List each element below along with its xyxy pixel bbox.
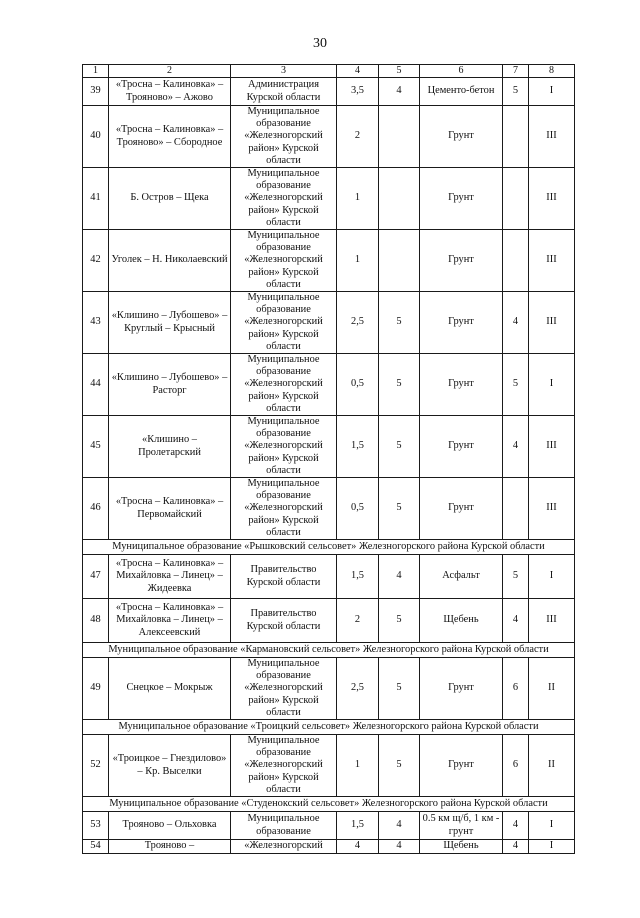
road-name: Снецкое – Мокрыж bbox=[109, 658, 231, 720]
road-name: «Клишино – Лубошево» – Круглый – Крысный bbox=[109, 292, 231, 354]
owner: Муниципальное образование bbox=[231, 812, 337, 840]
table-row bbox=[83, 230, 575, 292]
length-km: 1,5 bbox=[337, 416, 379, 478]
length-km: 4 bbox=[337, 840, 379, 854]
row-number: 40 bbox=[83, 106, 109, 168]
owner: «Железногорский bbox=[231, 840, 337, 854]
col-5-value: 4 bbox=[379, 812, 420, 840]
col-7-value: 4 bbox=[503, 599, 529, 643]
table-row bbox=[83, 292, 575, 354]
table-row bbox=[83, 478, 575, 540]
row-number: 43 bbox=[83, 292, 109, 354]
col-5-value: 5 bbox=[379, 416, 420, 478]
page-number: 30 bbox=[313, 36, 327, 51]
col-5-value bbox=[379, 168, 420, 230]
road-name: Уголек – Н. Николаевский bbox=[109, 230, 231, 292]
section-title: Муниципальное образование «Троицкий сельсовет» Железногорского района Курской области bbox=[83, 720, 575, 735]
category: II bbox=[529, 658, 575, 720]
col-7-value bbox=[503, 478, 529, 540]
category: I bbox=[529, 840, 575, 854]
road-name: «Троицкое – Гнездилово» – Кр. Выселки bbox=[109, 735, 231, 797]
col-7-value bbox=[503, 230, 529, 292]
surface-type: Цементо-бетон bbox=[420, 78, 503, 106]
length-km: 1,5 bbox=[337, 555, 379, 599]
owner: Муниципальное образование «Железногорский район» Курской области bbox=[231, 292, 337, 354]
table-row bbox=[83, 78, 575, 106]
section-header-row bbox=[83, 643, 575, 658]
row-number: 52 bbox=[83, 735, 109, 797]
owner: Муниципальное образование «Железногорский район» Курской области bbox=[231, 106, 337, 168]
row-number: 41 bbox=[83, 168, 109, 230]
col-7-value: 4 bbox=[503, 416, 529, 478]
length-km: 2 bbox=[337, 106, 379, 168]
table-row bbox=[83, 416, 575, 478]
table-row bbox=[83, 735, 575, 797]
surface-type: Грунт bbox=[420, 106, 503, 168]
col-7-value: 5 bbox=[503, 555, 529, 599]
col-7-value: 6 bbox=[503, 658, 529, 720]
section-header-row bbox=[83, 720, 575, 735]
col-7-value: 4 bbox=[503, 840, 529, 854]
table-row bbox=[83, 168, 575, 230]
owner: Правительство Курской области bbox=[231, 555, 337, 599]
row-number: 39 bbox=[83, 78, 109, 106]
col-5-value bbox=[379, 106, 420, 168]
row-number: 45 bbox=[83, 416, 109, 478]
row-number: 44 bbox=[83, 354, 109, 416]
road-name: Трояново – Ольховка bbox=[109, 812, 231, 840]
section-title: Муниципальное образование «Кармановский сельсовет» Железногорского района Курской области bbox=[83, 643, 575, 658]
col-5-value: 5 bbox=[379, 599, 420, 643]
table-row bbox=[83, 106, 575, 168]
col-5-value bbox=[379, 230, 420, 292]
length-km: 2,5 bbox=[337, 658, 379, 720]
owner: Муниципальное образование «Железногорский район» Курской области bbox=[231, 735, 337, 797]
surface-type: Грунт bbox=[420, 478, 503, 540]
row-number: 54 bbox=[83, 840, 109, 854]
table-row bbox=[83, 354, 575, 416]
length-km: 1 bbox=[337, 168, 379, 230]
road-name: «Клишино – Лубошево» – Расторг bbox=[109, 354, 231, 416]
category: I bbox=[529, 354, 575, 416]
table-row bbox=[83, 840, 575, 854]
col-5-value: 4 bbox=[379, 78, 420, 106]
length-km: 3,5 bbox=[337, 78, 379, 106]
column-header: 5 bbox=[379, 65, 420, 78]
table-row bbox=[83, 658, 575, 720]
road-name: «Тросна – Калиновка» – Михайловка – Линец» – Жидеевка bbox=[109, 555, 231, 599]
length-km: 0,5 bbox=[337, 478, 379, 540]
category: III bbox=[529, 416, 575, 478]
surface-type: Щебень bbox=[420, 599, 503, 643]
surface-type: Грунт bbox=[420, 168, 503, 230]
owner: Администрация Курской области bbox=[231, 78, 337, 106]
category: III bbox=[529, 230, 575, 292]
surface-type: Щебень bbox=[420, 840, 503, 854]
row-number: 49 bbox=[83, 658, 109, 720]
row-number: 46 bbox=[83, 478, 109, 540]
surface-type: Грунт bbox=[420, 292, 503, 354]
surface-type: Грунт bbox=[420, 230, 503, 292]
column-header: 8 bbox=[529, 65, 575, 78]
section-header-row bbox=[83, 797, 575, 812]
road-name: «Клишино – Пролетарский bbox=[109, 416, 231, 478]
length-km: 2 bbox=[337, 599, 379, 643]
category: II bbox=[529, 735, 575, 797]
road-name: «Тросна – Калиновка» – Первомайский bbox=[109, 478, 231, 540]
table-row bbox=[83, 812, 575, 840]
col-5-value: 5 bbox=[379, 292, 420, 354]
col-7-value: 4 bbox=[503, 292, 529, 354]
col-7-value: 4 bbox=[503, 812, 529, 840]
section-title: Муниципальное образование «Рышковский сельсовет» Железногорского района Курской области bbox=[83, 540, 575, 555]
surface-type: Грунт bbox=[420, 354, 503, 416]
length-km: 1 bbox=[337, 230, 379, 292]
owner: Муниципальное образование «Железногорский район» Курской области bbox=[231, 478, 337, 540]
table-row bbox=[83, 555, 575, 599]
table-row bbox=[83, 599, 575, 643]
header-row bbox=[83, 65, 575, 78]
col-7-value: 5 bbox=[503, 354, 529, 416]
surface-type: Грунт bbox=[420, 416, 503, 478]
owner: Муниципальное образование «Железногорский район» Курской области bbox=[231, 230, 337, 292]
category: III bbox=[529, 168, 575, 230]
surface-type: 0.5 км щ/б, 1 км - грунт bbox=[420, 812, 503, 840]
road-name: «Тросна – Калиновка» – Михайловка – Линец» – Алексеевский bbox=[109, 599, 231, 643]
category: III bbox=[529, 599, 575, 643]
category: I bbox=[529, 812, 575, 840]
category: I bbox=[529, 78, 575, 106]
owner: Правительство Курской области bbox=[231, 599, 337, 643]
column-header: 4 bbox=[337, 65, 379, 78]
owner: Муниципальное образование «Железногорский район» Курской области bbox=[231, 658, 337, 720]
column-header: 7 bbox=[503, 65, 529, 78]
col-5-value: 5 bbox=[379, 354, 420, 416]
length-km: 1,5 bbox=[337, 812, 379, 840]
section-header-row bbox=[83, 540, 575, 555]
category: I bbox=[529, 555, 575, 599]
road-name: Трояново – bbox=[109, 840, 231, 854]
length-km: 0,5 bbox=[337, 354, 379, 416]
category: III bbox=[529, 292, 575, 354]
row-number: 53 bbox=[83, 812, 109, 840]
road-name: Б. Остров – Щека bbox=[109, 168, 231, 230]
length-km: 2,5 bbox=[337, 292, 379, 354]
owner: Муниципальное образование «Железногорский район» Курской области bbox=[231, 416, 337, 478]
column-header: 2 bbox=[109, 65, 231, 78]
col-5-value: 4 bbox=[379, 555, 420, 599]
length-km: 1 bbox=[337, 735, 379, 797]
col-5-value: 4 bbox=[379, 840, 420, 854]
road-name: «Тросна – Калиновка» – Трояново» – Сбородное bbox=[109, 106, 231, 168]
row-number: 47 bbox=[83, 555, 109, 599]
row-number: 48 bbox=[83, 599, 109, 643]
column-header: 6 bbox=[420, 65, 503, 78]
roads-table bbox=[82, 64, 575, 854]
row-number: 42 bbox=[83, 230, 109, 292]
col-5-value: 5 bbox=[379, 735, 420, 797]
surface-type: Асфальт bbox=[420, 555, 503, 599]
column-header: 3 bbox=[231, 65, 337, 78]
surface-type: Грунт bbox=[420, 658, 503, 720]
column-header: 1 bbox=[83, 65, 109, 78]
owner: Муниципальное образование «Железногорский район» Курской области bbox=[231, 168, 337, 230]
col-7-value: 5 bbox=[503, 78, 529, 106]
col-5-value: 5 bbox=[379, 478, 420, 540]
col-7-value bbox=[503, 106, 529, 168]
section-title: Муниципальное образование «Студенокский сельсовет» Железногорского района Курской области bbox=[83, 797, 575, 812]
col-7-value bbox=[503, 168, 529, 230]
surface-type: Грунт bbox=[420, 735, 503, 797]
road-name: «Тросна – Калиновка» – Трояново» – Ажово bbox=[109, 78, 231, 106]
owner: Муниципальное образование «Железногорский район» Курской области bbox=[231, 354, 337, 416]
category: III bbox=[529, 478, 575, 540]
category: III bbox=[529, 106, 575, 168]
col-5-value: 5 bbox=[379, 658, 420, 720]
col-7-value: 6 bbox=[503, 735, 529, 797]
